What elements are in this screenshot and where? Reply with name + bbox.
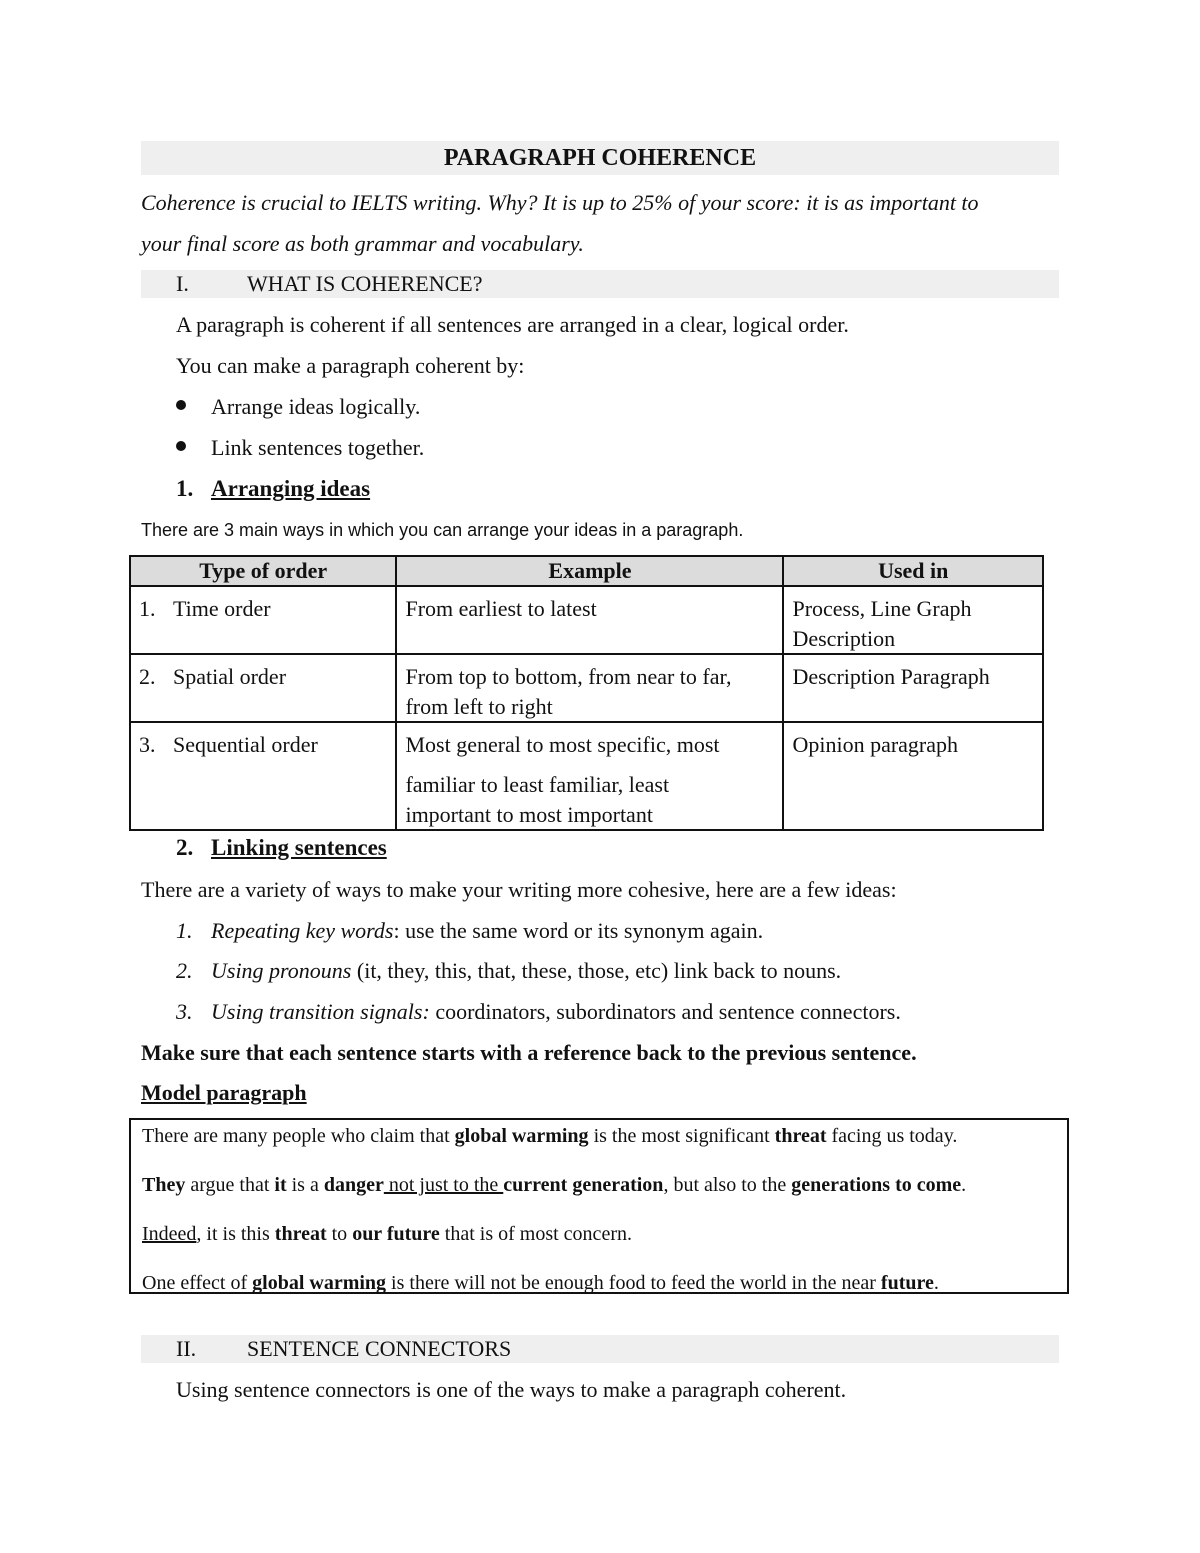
model-line bbox=[142, 1123, 957, 1149]
section-heading-what-is-coherence bbox=[141, 270, 1059, 298]
model-line bbox=[142, 1270, 939, 1296]
table-header-row bbox=[130, 556, 1043, 586]
model-text: to bbox=[326, 1223, 353, 1245]
model-text: facing us today. bbox=[826, 1125, 958, 1147]
arranging-note: There are 3 main ways in which you can arrange your ideas in a paragraph. bbox=[141, 520, 744, 540]
list-number: 3. bbox=[176, 999, 193, 1024]
model-keyword: it bbox=[274, 1174, 287, 1196]
subheading-number: 1. bbox=[176, 476, 194, 501]
subheading-text: Linking sentences bbox=[211, 835, 387, 860]
table-row bbox=[130, 654, 1043, 722]
order-type: Time order bbox=[173, 596, 271, 621]
model-paragraph-heading bbox=[141, 1078, 307, 1108]
model-text: not just to the bbox=[383, 1174, 504, 1196]
used-in-line: Opinion paragraph bbox=[792, 732, 959, 757]
model-text: One effect of bbox=[142, 1272, 253, 1294]
list-item-rest: : use the same word or its synonym again. bbox=[393, 918, 764, 943]
model-keyword: our future bbox=[352, 1223, 440, 1245]
model-underlined: Indeed bbox=[142, 1223, 197, 1245]
table-cell-used-in bbox=[783, 586, 1043, 654]
example-line: from left to right bbox=[405, 694, 553, 719]
table-cell-used-in bbox=[783, 722, 1043, 830]
table-row bbox=[130, 722, 1043, 830]
model-keyword: global warming bbox=[252, 1272, 387, 1294]
table-cell-example bbox=[396, 722, 783, 830]
model-keyword: generations to come bbox=[791, 1174, 962, 1196]
column-header: Example bbox=[396, 556, 783, 586]
table-cell-example bbox=[396, 654, 783, 722]
model-text: is a bbox=[286, 1174, 324, 1196]
bullet-item: Arrange ideas logically. bbox=[211, 394, 421, 419]
table-cell-example bbox=[396, 586, 783, 654]
section-number: I. bbox=[176, 271, 189, 296]
bullet-item: Link sentences together. bbox=[211, 435, 425, 460]
list-item-lead: Using transition signals: bbox=[211, 999, 430, 1024]
model-text: , it is this bbox=[196, 1223, 275, 1245]
table-cell-type bbox=[130, 586, 396, 654]
model-text: . bbox=[961, 1174, 967, 1196]
section-heading-sentence-connectors bbox=[141, 1335, 1059, 1363]
section-number: II. bbox=[176, 1336, 197, 1361]
model-keyword: future bbox=[880, 1272, 934, 1294]
model-line bbox=[142, 1172, 966, 1198]
column-header: Used in bbox=[783, 556, 1043, 586]
used-in-line: Process, Line Graph bbox=[792, 596, 972, 621]
list-item-lead: Using pronouns bbox=[211, 958, 352, 983]
bullet-icon bbox=[176, 400, 186, 410]
model-keyword: threat bbox=[274, 1223, 327, 1245]
intro-line-1: Coherence is crucial to IELTS writing. Why? It is up to 25% of your score: it is as important to bbox=[141, 190, 979, 215]
model-text: argue that bbox=[185, 1174, 275, 1196]
used-in-line: Description bbox=[792, 626, 896, 651]
order-type: Sequential order bbox=[173, 732, 318, 757]
intro-line-2: your final score as both grammar and vocabulary. bbox=[141, 231, 584, 256]
model-heading-text: Model paragraph bbox=[141, 1080, 307, 1105]
model-line bbox=[142, 1221, 632, 1247]
table-cell-used-in bbox=[783, 654, 1043, 722]
page-title: PARAGRAPH COHERENCE bbox=[141, 141, 1059, 175]
example-line: important to most important bbox=[405, 802, 653, 827]
table-cell-type bbox=[130, 722, 396, 830]
list-item bbox=[211, 997, 901, 1027]
connectors-text: Using sentence connectors is one of the ways to make a paragraph coherent. bbox=[176, 1377, 847, 1402]
table-cell-type bbox=[130, 654, 396, 722]
column-header: Type of order bbox=[130, 556, 396, 586]
model-text: is the most significant bbox=[588, 1125, 775, 1147]
list-number: 1. bbox=[176, 918, 193, 943]
bullet-icon bbox=[176, 441, 186, 451]
list-number: 2. bbox=[176, 958, 193, 983]
model-text: is there will not be enough food to feed the world in the near bbox=[386, 1272, 881, 1294]
example-line: From earliest to latest bbox=[405, 596, 597, 621]
model-keyword: global warming bbox=[454, 1125, 589, 1147]
emphasis-note: Make sure that each sentence starts with a reference back to the previous sentence. bbox=[141, 1040, 917, 1065]
order-types-table bbox=[129, 555, 1044, 831]
definition-text: A paragraph is coherent if all sentences are arranged in a clear, logical order. bbox=[176, 312, 849, 337]
row-number: 3. bbox=[139, 732, 156, 757]
model-paragraph-box bbox=[129, 1118, 1069, 1294]
model-text: , but also to the bbox=[663, 1174, 792, 1196]
list-item-rest: (it, they, this, that, these, those, etc) link back to nouns. bbox=[351, 958, 842, 983]
section-heading-text: SENTENCE CONNECTORS bbox=[247, 1336, 512, 1361]
method-intro-text: You can make a paragraph coherent by: bbox=[176, 353, 525, 378]
model-keyword: threat bbox=[774, 1125, 827, 1147]
subheading-number: 2. bbox=[176, 835, 194, 860]
model-keyword: They bbox=[142, 1174, 186, 1196]
subheading-arranging-ideas bbox=[211, 474, 370, 504]
model-keyword: current generation bbox=[503, 1174, 664, 1196]
row-number: 2. bbox=[139, 664, 156, 689]
list-item-lead: Repeating key words bbox=[211, 918, 394, 943]
example-line: Most general to most specific, most bbox=[405, 732, 720, 757]
section-heading-text: WHAT IS COHERENCE? bbox=[247, 271, 483, 296]
table-row bbox=[130, 586, 1043, 654]
model-text: that is of most concern. bbox=[439, 1223, 632, 1245]
model-text: There are many people who claim that bbox=[142, 1125, 455, 1147]
list-item bbox=[211, 916, 763, 946]
subheading-text: Arranging ideas bbox=[211, 476, 371, 501]
model-text: . bbox=[933, 1272, 939, 1294]
used-in-line: Description Paragraph bbox=[792, 664, 990, 689]
row-number: 1. bbox=[139, 596, 156, 621]
subheading-linking-sentences bbox=[211, 833, 387, 863]
linking-intro: There are a variety of ways to make your writing more cohesive, here are a few ideas: bbox=[141, 877, 897, 902]
model-keyword: danger bbox=[323, 1174, 384, 1196]
example-line: From top to bottom, from near to far, bbox=[405, 664, 732, 689]
list-item bbox=[211, 956, 841, 986]
order-type: Spatial order bbox=[173, 664, 287, 689]
list-item-rest: coordinators, subordinators and sentence connectors. bbox=[429, 999, 901, 1024]
example-line: familiar to least familiar, least bbox=[405, 772, 670, 797]
